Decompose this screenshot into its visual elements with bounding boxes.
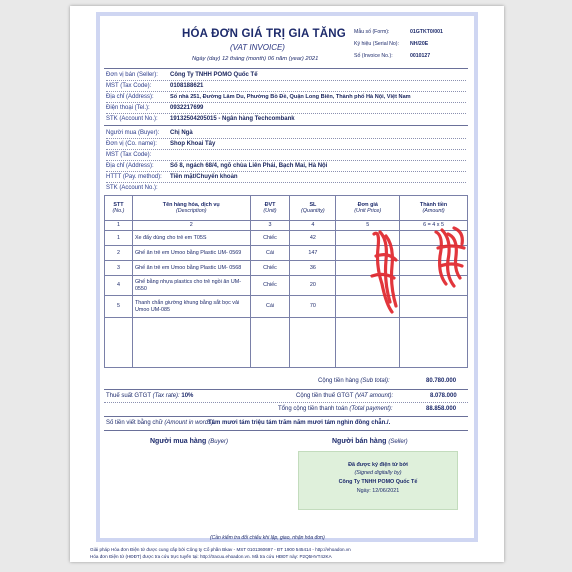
- row-description: Xe đẩy dùng cho trẻ em T05S: [132, 231, 250, 246]
- buyer-signature-title: Người mua hàng (Buyer): [150, 438, 228, 445]
- row-no: 2: [105, 246, 133, 261]
- subtotal-value: 80.780.000: [426, 378, 457, 384]
- signed-date: Ngày: 12/06/2021: [356, 487, 400, 494]
- buyer-company: Shop Khoai Tây: [170, 141, 216, 147]
- dotted-line: [106, 91, 466, 92]
- invoice-page: [70, 6, 504, 562]
- row-unit: Chiếc: [250, 276, 290, 296]
- row-description: Thanh chắn giường khung bằng sắt bọc vải Umoo UM-085: [132, 296, 250, 318]
- divider: [104, 389, 468, 390]
- table-cell: 2: [132, 221, 250, 231]
- table-empty-space: [105, 318, 468, 368]
- signed-by-subtext: (Signed digitally by): [354, 470, 402, 477]
- table-cell: 6 = 4 x 5: [400, 221, 468, 231]
- buyer-name: Chị Ngà: [170, 130, 193, 136]
- column-header: Đơn giá (Unit Price): [336, 196, 400, 221]
- row-no: 1: [105, 231, 133, 246]
- row-qty: 36: [290, 261, 336, 276]
- seller-name-label: Đơn vị bán (Seller):: [106, 72, 158, 78]
- column-header: SL (Quantity): [290, 196, 336, 221]
- row-qty: 147: [290, 246, 336, 261]
- divider: [104, 430, 468, 431]
- dotted-line: [106, 138, 466, 139]
- column-header: STT (No.): [105, 196, 133, 221]
- dotted-line: [106, 113, 466, 114]
- seller-phone-label: Điện thoại (Tel.):: [106, 105, 150, 111]
- table-cell: 3: [250, 221, 290, 231]
- table-cell: 4: [290, 221, 336, 231]
- row-description: Ghế ăn trẻ em Umoo bằng Plastic UM- 0569: [132, 246, 250, 261]
- seller-address: Số nhà 251, Đường Lâm Du, Phường Bồ Đề, Quận Long Biên, Thành phố Hà Nội, Việt Nam: [170, 94, 411, 100]
- seller-name: Công Ty TNHH POMO Quốc Tế: [170, 72, 258, 78]
- payment-method-label: HTTT (Pay. method):: [106, 174, 162, 180]
- dotted-line: [106, 80, 466, 81]
- dotted-line: [106, 149, 466, 150]
- dotted-line: [106, 171, 466, 172]
- footer-provider: Giải pháp Hóa đơn Điện tử được cung cấp bởi Công ty Cổ phần Bkav - MST 0101360697 - ĐT 1900 545414 - http://ehoadon.vn: [90, 547, 351, 552]
- invoice-no-value: 0010127: [410, 53, 431, 59]
- row-description: Ghế bằng nhựa plastics cho trẻ ngồi ăn UM-0550: [132, 276, 250, 296]
- seller-account: 19132504205015 - Ngân hàng Techcombank: [170, 116, 295, 122]
- row-unit: Cái: [250, 246, 290, 261]
- footer-note: (Cần kiểm tra đối chiếu khi lập, giao, nhận hóa đơn): [210, 535, 325, 541]
- dotted-line: [106, 102, 466, 103]
- invoice-subtitle: (VAT INVOICE): [230, 43, 285, 52]
- row-description: Ghế ăn trẻ em Umoo bằng Plastic UM- 0568: [132, 261, 250, 276]
- row-no: 4: [105, 276, 133, 296]
- tax-rate-value: 10%: [181, 393, 194, 399]
- row-no: 3: [105, 261, 133, 276]
- vat-amount-label: Cộng tiền thuế GTGT (VAT amount):: [296, 393, 394, 399]
- subtotal-label: Cộng tiền hàng (Sub total):: [318, 378, 390, 384]
- dotted-line: [106, 160, 466, 161]
- redaction-scribble: [368, 226, 488, 316]
- signed-by-text: Đã được ký điện tử bởi: [348, 462, 408, 468]
- divider: [104, 125, 468, 126]
- amount-in-words: Tám mươi tám triệu tám trăm năm mươi tám nghìn đồng chẵn./.: [208, 420, 391, 426]
- table-cell: 5: [336, 221, 400, 231]
- row-unit: Chiếc: [250, 261, 290, 276]
- divider: [104, 416, 468, 417]
- footer-lookup: Hóa đơn Điện tử (HĐĐT) được tra cứu trực tuyến tại: http://tracuu.ehoadon.vn. Mã tra cứu HĐĐT này: P2Q5HVT42KA: [90, 554, 332, 559]
- vat-amount-value: 8.078.000: [430, 393, 457, 399]
- row-unit: Chiếc: [250, 231, 290, 246]
- row-unit: Cái: [250, 296, 290, 318]
- signed-company: Công Ty TNHH POMO Quốc Tế: [338, 479, 418, 486]
- table-cell: 1: [105, 221, 133, 231]
- seller-phone: 0932217699: [170, 105, 204, 111]
- invoice-title: HÓA ĐƠN GIÁ TRỊ GIA TĂNG: [182, 28, 346, 40]
- serial-label: Ký hiệu (Serial No):: [354, 41, 399, 47]
- divider: [104, 68, 468, 69]
- serial-value: NH/20E: [410, 41, 429, 47]
- buyer-label: Người mua (Buyer):: [106, 130, 160, 136]
- dotted-line: [104, 402, 468, 403]
- dotted-line: [106, 182, 466, 183]
- table-header-row: [105, 196, 468, 221]
- row-no: 5: [105, 296, 133, 318]
- seller-address-label: Địa chỉ (Address):: [106, 94, 154, 100]
- buyer-account-label: STK (Account No.):: [106, 185, 158, 191]
- row-qty: 70: [290, 296, 336, 318]
- buyer-company-label: Đơn vị (Co. name):: [106, 141, 157, 147]
- buyer-address-label: Địa chỉ (Address):: [106, 163, 154, 169]
- amount-in-words-label: Số tiền viết bằng chữ (Amount in words):: [106, 420, 215, 426]
- buyer-address: Số 8, ngách 68/4, ngõ chùa Liên Phái, Bạch Mai, Hà Nội: [170, 163, 328, 169]
- column-header: ĐVT (Unit): [250, 196, 290, 221]
- seller-account-label: STK (Account No.):: [106, 116, 158, 122]
- payment-method: Tiền mặt/Chuyển khoản: [170, 174, 238, 180]
- row-qty: 20: [290, 276, 336, 296]
- seller-mst: 0108188621: [170, 83, 204, 89]
- total-payment-label: Tổng cộng tiền thanh toán (Total payment):: [278, 406, 393, 412]
- seller-mst-label: MST (Tax Code):: [106, 83, 152, 89]
- seller-signature-title: Người bán hàng (Seller): [332, 438, 408, 445]
- buyer-mst-label: MST (Tax Code):: [106, 152, 152, 158]
- form-no-value: 01GTKT0/001: [410, 29, 443, 35]
- column-header: Thành tiền (Amount): [400, 196, 468, 221]
- column-header: Tên hàng hóa, dịch vụ (Description): [132, 196, 250, 221]
- total-payment-value: 88.858.000: [426, 406, 457, 412]
- form-no-label: Mẫu số (Form):: [354, 29, 390, 35]
- digital-signature-box: [298, 451, 458, 510]
- invoice-date: Ngày (day) 12 tháng (month) 06 năm (year) 2021: [192, 56, 319, 62]
- tax-rate-label: Thuế suất GTGT (Tax rate): 10%: [106, 393, 194, 399]
- row-qty: 42: [290, 231, 336, 246]
- invoice-no-label: Số (Invoice No.):: [354, 53, 393, 59]
